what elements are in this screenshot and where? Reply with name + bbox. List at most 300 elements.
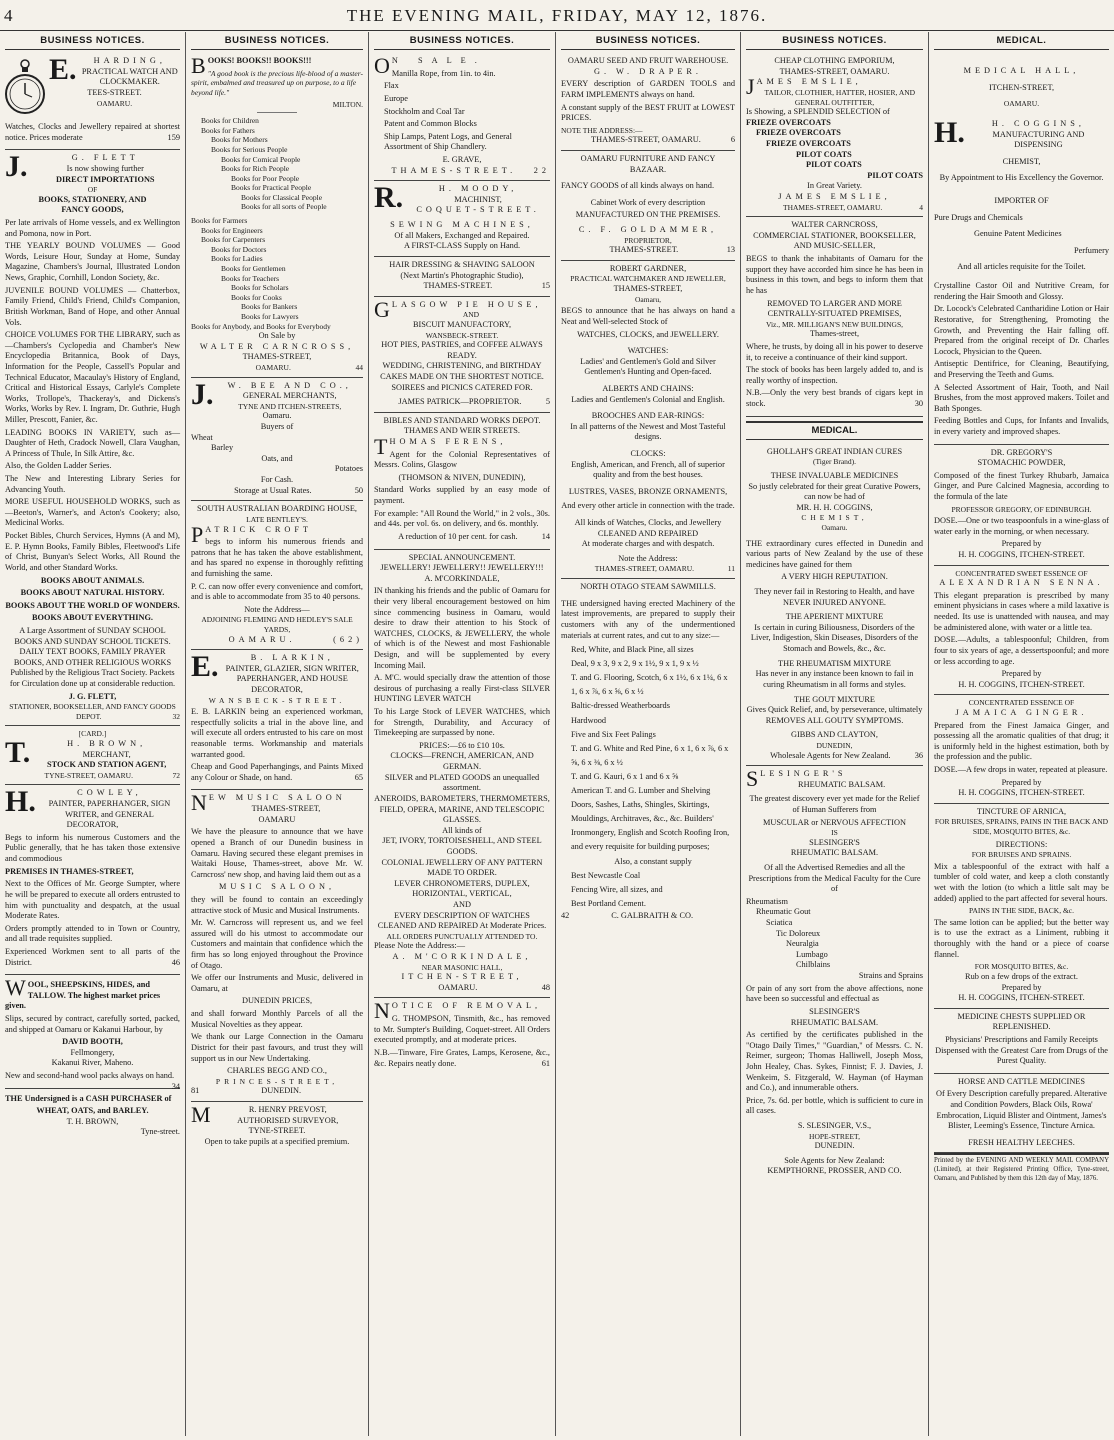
ad-body: G. THOMPSON, Tinsmith, &c., has removed to Mr. Sumpter's Building, Coquet-street. All Orders executed promptly, and at moderate prices.: [374, 1014, 550, 1045]
ad-line: Perfumery: [1073, 245, 1109, 255]
ad-signature: GIBBS AND CLAYTON,: [791, 730, 878, 740]
ad-body: BEGS to thank the inhabitants of Oamaru for the support they have accorded him since he has been in business in this town, and begs to inform them that he has: [746, 254, 923, 295]
ad-signature: H. H. COGGINS, ITCHEN-STREET.: [958, 993, 1085, 1003]
ad-draper: [561, 53, 735, 151]
list-item: Books for Lawyers: [241, 312, 299, 322]
ad-line: Oamaru,: [634, 294, 662, 304]
printer-imprint: Printed by the EVENING AND WEEKLY MAIL COMPANY (Limited), at their Registered Printing Office, Tyne-street, Oamaru, and Published by them this 12th day of May, 1876.: [934, 1153, 1109, 1183]
drop-cap: W: [5, 975, 26, 1001]
ad-line: CENTRALLY-SITUATED PREMISES,: [767, 309, 902, 319]
book-list-2: [191, 216, 363, 322]
ad-name: H. MOODY,: [438, 184, 518, 194]
ad-line: Potatoes: [334, 464, 363, 474]
ad-line: Prepared by: [1001, 777, 1042, 787]
ad-signature: T. H. BROWN,: [66, 1116, 119, 1126]
ad-body: Slips, secured by contract, carefully sorted, packed, and shipped at Oamaru or Kakanui Harbour, by: [5, 1014, 180, 1034]
ad-signature: A. M'CORKINDALE,: [392, 952, 532, 962]
ad-mcorkindale: [374, 550, 550, 999]
ad-body: Experienced Workmen sent to all parts of the District.: [5, 946, 180, 967]
ad-line: THAMES-STREET, OAMARU.: [594, 564, 694, 574]
ad-body: BEGS to announce that he has always on hand a Neat and Well-selected Stock of: [561, 306, 735, 326]
ad-heading: ALEXANDRIAN SENNA.: [939, 578, 1104, 588]
ad-line: WALTER CARNCROSS,: [199, 341, 355, 351]
ad-line: Oamaru.: [262, 411, 292, 421]
ad-signature: E. GRAVE,: [442, 155, 482, 165]
ad-body: Or pain of any sort from the above affections, none have been so successful and effectual as: [746, 983, 923, 1004]
ad-line: Sole Agents for New Zealand:: [784, 1155, 885, 1165]
ad-line: SOIREES and PICNICS CATERED FOR.: [391, 382, 533, 392]
list-item: Books for Cooks: [231, 292, 282, 302]
ad-line: PRACTICAL WATCHMAKER AND JEWELLER,: [570, 274, 726, 284]
ad-line: AND: [453, 900, 471, 909]
ad-body: The New and Interesting Library Series for Advancing Youth.: [5, 474, 180, 494]
section-heading: BUSINESS NOTICES.: [374, 32, 550, 50]
ad-heading: SPECIAL ANNOUNCEMENT.: [408, 552, 516, 562]
ad-body: DOSE.—A few drops in water, repeated at pleasure.: [934, 765, 1108, 774]
ad-name: ROBERT GARDNER,: [609, 263, 687, 273]
ad-line: WHEAT, OATS, and BARLEY.: [36, 1106, 149, 1116]
ad-line: PAINS IN THE SIDE, BACK, &c.: [968, 906, 1074, 916]
ad-line: (THOMSON & NIVEN, DUNEDIN),: [398, 472, 526, 482]
ad-signature: PROPRIETOR,: [624, 235, 672, 245]
ad-line: TYNE AND ITCHEN-STREETS,: [238, 401, 342, 411]
ad-line: CONCENTRATED SWEET ESSENCE OF: [955, 568, 1088, 578]
ad-body: Dr. Locock's Celebrated Cantharidine Lotion or Hair Restorative, for Strengthening, Promoting the Growth, and Preventing the Hair falling off. Prepared from the original receipt of Dr. Charles Locock, Physician to the Queen.: [934, 304, 1109, 356]
ad-larkin: [191, 650, 363, 790]
list-item: Europe: [384, 93, 408, 103]
ad-signature: STATIONER, BOOKSELLER, AND FANCY GOODS DEPOT.: [9, 702, 176, 721]
ad-body: Mix a tablespoonful of the extract with half a tumbler of cold water, and keep a cloth constantly wet with the lotion (to which a little salt may be added) applied to the part affected for several hours.: [934, 861, 1109, 903]
ad-body: Has never in any instance been known to fail in curing Rheumatism in all forms and styles.: [755, 669, 914, 689]
ad-body: N.B.—Tinware, Fire Grates, Lamps, Kerosene, &c., &c. Repairs neatly done.: [374, 1047, 550, 1068]
drop-cap: R.: [374, 181, 404, 215]
drop-cap: S: [746, 766, 759, 792]
ad-line: THE GOUT MIXTURE: [794, 694, 875, 704]
ad-body: Standard Works supplied by an easy mode of payment.: [374, 485, 550, 506]
ad-name: LESINGER'S: [760, 769, 847, 779]
ad-signature: PRINCES-STREET,: [215, 1076, 339, 1086]
ad-line: CLOCKS—FRENCH, AMERICAN, AND GERMAN.: [390, 751, 534, 772]
ad-line: THAMES-STREET.: [423, 281, 493, 291]
ad-number: 159: [167, 132, 180, 142]
ad-signature: OAMARU.: [438, 982, 478, 992]
list-item: PILOT COATS: [806, 160, 862, 170]
list-item: Chilblains: [796, 960, 831, 970]
ad-body: Agent for the Colonial Representatives of Messrs. Colins, Glasgow: [374, 449, 550, 470]
ad-body: So justly celebrated for their great Curative Powers, can now be had of: [748, 481, 921, 502]
ad-line: THE RHEUMATISM MIXTURE: [778, 658, 891, 668]
ad-line: Viz., MR. MILLIGAN'S NEW BUILDINGS,: [765, 319, 903, 329]
list-item: Books for Teachers: [221, 273, 280, 283]
ad-heading: GHOLLAH'S GREAT INDIAN CURES: [766, 446, 903, 456]
ad-line: Prepared by: [1001, 982, 1042, 992]
ad-on-sale: [374, 53, 550, 181]
ad-number: 30: [914, 398, 923, 408]
ad-number: 36: [914, 750, 923, 760]
ad-carncross: [746, 217, 923, 416]
ad-line: CLOCKMAKER.: [99, 77, 160, 87]
list-item: Best Newcastle Coal: [571, 870, 641, 880]
ad-line: Ladies' and Gentlemen's Gold and Silver Gentlemen's Hunting and Open-faced.: [580, 356, 716, 377]
masthead: [0, 0, 1114, 31]
ad-line: MERCHANT,: [82, 749, 131, 759]
ad-signature: C. F. GOLDAMMER,: [578, 225, 718, 235]
ad-line: PREMISES IN THAMES-STREET,: [5, 866, 134, 876]
ad-body: A Selected Assortment of Hair, Tooth, and Nail Brushes, from the most approved makers. Toilet and Bath Sponges.: [934, 382, 1109, 413]
ad-name: AMES EMSLIE,: [756, 77, 862, 87]
column-5: [740, 32, 928, 1436]
ad-heading: EW MUSIC SALOON: [208, 793, 346, 803]
ad-name: HARDING,: [93, 56, 166, 66]
ad-wool: [5, 975, 180, 1091]
ad-line: Note the Address—: [244, 604, 310, 614]
list-item: Books for Serious People: [211, 144, 288, 154]
ad-name: G. FLETT: [71, 153, 139, 163]
ad-slesinger: [746, 766, 923, 1181]
ad-number: 6: [730, 135, 735, 145]
list-item: Five and Six Feet Palings: [571, 729, 656, 739]
list-item: Neuralgia: [786, 939, 819, 949]
list-item: Books for Carpenters: [201, 235, 266, 245]
list-item: Red, White, and Black Pine, all sizes: [571, 645, 694, 655]
ad-line: In Great Variety.: [807, 181, 862, 191]
ad-body: Per late arrivals of Home vessels, and ex Wellington and Pomona, now in Port.: [5, 218, 180, 238]
ad-name: B. LARKIN,: [250, 653, 334, 663]
ad-emslie: [746, 53, 923, 217]
ad-name: A. M'CORKINDALE,: [424, 573, 500, 583]
ad-line: THAMES-STREET, OAMARU.: [591, 135, 701, 145]
ad-line: PROFESSOR GREGORY, OF EDINBURGH.: [951, 504, 1092, 514]
list-item: FRIEZE OVERCOATS: [746, 117, 831, 127]
ad-body: Prepared from the Finest Jamaica Ginger, and possessing all the aromatic qualities of that drug; it is uniformly held in the highest estimation, both by the profession and the public.: [934, 720, 1109, 762]
list-item: Sciatica: [766, 918, 793, 928]
ad-line: SLESINGER'S: [809, 1006, 860, 1016]
ad-name: HOMAS FERENS,: [389, 437, 507, 447]
ad-signature: C. GALBRAITH & CO.: [611, 910, 694, 920]
ad-line: On Sale by: [258, 331, 296, 341]
section-heading: BUSINESS NOTICES.: [5, 32, 180, 50]
ad-line: SLESINGER'S: [809, 837, 860, 847]
list-item: T. and G. Flooring, Scotch, 6 x 1½, 6 x 1¼, 6 x 1, 6 x ⅞, 6 x ⅝, 6 x ½: [571, 673, 728, 697]
ad-body: A reduction of 10 per cent. for cash.: [398, 531, 518, 541]
ad-line: For Cash.: [260, 475, 294, 485]
ad-ferens: [374, 413, 550, 550]
ad-ginger: [934, 695, 1109, 803]
ad-body: For example: "All Round the World," in 2 vols., 30s. and 44s. per vol. 6s. on delivery, and 6s. monthly.: [374, 508, 550, 529]
ad-body: Of Every Description carefully prepared. Alterative and Condition Powders, Black Oils, Rowa' Embrocation, Liquid Blister and Ointment, James's Blister, Leeming's Essence, Tincture Arnica.: [936, 1089, 1107, 1131]
ad-number: 4: [919, 202, 923, 212]
ad-gregory: [934, 445, 1109, 566]
ad-line: THE APERIENT MIXTURE: [785, 612, 884, 622]
column-1: [0, 32, 185, 1436]
list-item: Books for Rich People: [221, 164, 290, 174]
list-item: Doors, Sashes, Laths, Shingles, Skirtings, Mouldings, Architraves, &c., &c. Builders' Ironmongery, English and Scotch Roofing Iron, and every requisite for building purposes;: [571, 800, 730, 852]
ad-line: REMOVES ALL GOUTY SYMPTOMS.: [765, 715, 904, 725]
ad-line: OAMARU.: [96, 98, 133, 108]
ad-arnica: [934, 804, 1109, 1009]
ad-line: RHEUMATIC BALSAM.: [790, 1017, 879, 1027]
ad-line: TEES-STREET.: [87, 87, 142, 97]
ad-number: 48: [541, 982, 550, 992]
list-item: Books for Children: [201, 116, 259, 126]
list-item: Books for Poor People: [231, 173, 300, 183]
list-item: Manilla Rope, from 1in. to 4in.: [391, 68, 496, 78]
ad-line: A FIRST-CLASS Supply on Hand.: [403, 241, 521, 251]
ad-line: THAMES-STREET,: [242, 352, 312, 362]
section-heading: BUSINESS NOTICES.: [746, 32, 923, 50]
ad-moody: [374, 181, 550, 257]
ad-line: MACHINIST,: [454, 194, 502, 204]
ad-body: Next to the Offices of Mr. George Sumpter, where he will be prepared to execute all orders entrusted to him with punctuality and despatch, at the usual Moderate Rates.: [5, 879, 180, 921]
column-3: [368, 32, 555, 1436]
list-item: Flax: [384, 81, 399, 91]
ad-line: FANCY GOODS,: [61, 205, 124, 215]
pocket-watch-icon: [5, 58, 45, 120]
ad-line: At moderate charges and with despatch.: [581, 539, 715, 549]
ad-body: Pocket Bibles, Church Services, Hymns (A and M), E. P. Hymn Books, Family Bibles, Fleetwood's Life of Christ, Bunyan's Select Works, All Round the World, and other Standard Works.: [5, 531, 180, 572]
ad-heading: OOKS! BOOKS!! BOOKS!!!: [207, 56, 312, 66]
ad-hair-saloon: [374, 257, 550, 297]
list-item: American T. and G. Lumber and Shelving: [571, 786, 711, 796]
ad-line: TYNE-STREET.: [248, 1126, 306, 1136]
ad-body: Composed of the finest Turkey Rhubarb, Jamaica Ginger, and Pure Calcined Magnesia, according to the formula of the late: [934, 470, 1109, 502]
ad-line: Is now showing further: [66, 163, 144, 173]
ad-heading: R. HENRY PREVOST,: [248, 1104, 327, 1114]
drop-cap: E.: [49, 53, 77, 87]
ad-line: ALBERTS AND CHAINS:: [602, 383, 694, 393]
ad-line: BOOKS ABOUT ANIMALS.: [40, 575, 145, 585]
list-item: PILOT COATS: [867, 170, 923, 180]
ad-line: CHEMIST,: [801, 513, 868, 523]
ad-number: 34: [171, 1081, 180, 1091]
ad-body: We thank our Large Connection in the Oamaru District for their past favours, and trust they will support us in our New Undertaking.: [191, 1032, 363, 1063]
list-item: Books for Mothers: [211, 135, 268, 145]
list-item: Books for Engineers: [201, 225, 263, 235]
ad-number: 72: [172, 770, 180, 780]
ad-boarding-house: [191, 501, 363, 650]
ad-body: THE extraordinary cures effected in Dunedin and various parts of New Zealand by the use of these medicines have gained for them: [746, 538, 923, 569]
ad-line: IMPORTER OF: [994, 196, 1049, 206]
ad-number: 44: [355, 363, 363, 373]
ad-line: ITCHEN-STREET,: [988, 82, 1055, 92]
ad-line: AND: [462, 310, 480, 320]
ad-name: ATRICK CROFT: [205, 524, 313, 534]
ad-body: THE undersigned having erected Machinery of the latest improvements, are prepared to supply their customers with any of the undermentioned materials at current rates, and cut to any size:—: [561, 598, 735, 640]
ad-body: Watches, Clocks and Jewellery repaired at shortest notice. Prices moderate: [5, 122, 180, 142]
ad-line: Ladies and Gentlemen's Colonial and English.: [571, 394, 725, 404]
ad-heading: N SALE.: [391, 56, 486, 66]
list-item: Best Portland Cement.: [571, 898, 646, 908]
ad-line: By Appointment to His Excellency the Governor.: [939, 173, 1104, 183]
ad-body: A constant supply of the BEST FRUIT at LOWEST PRICES.: [561, 102, 735, 123]
ad-heading: HORSE AND CATTLE MEDICINES: [958, 1076, 1085, 1086]
ad-line: CONCENTRATED ESSENCE OF: [968, 698, 1075, 708]
ad-signature: Wholesale Agents for New Zealand.: [770, 750, 891, 760]
ad-body: The greatest discovery ever yet made for the Relief of Human Sufferers from: [749, 794, 920, 814]
ad-line: PRACTICAL WATCH AND: [81, 66, 178, 76]
ad-line: Open to take pupils at a specified premium.: [204, 1136, 350, 1146]
list-item: Rheumatic Gout: [756, 907, 811, 917]
drop-cap: J.: [5, 150, 28, 184]
list-item: Books for all sorts of People: [241, 202, 327, 212]
ad-line: SEWING MACHINES,: [390, 220, 534, 230]
list-item: Baltic-dressed Weatherboards: [571, 701, 670, 711]
ad-line: NOTE THE ADDRESS:—: [561, 125, 643, 135]
ad-heading: STOMACHIC POWDER,: [977, 458, 1066, 468]
ad-heading: TINCTURE OF ARNICA,: [976, 806, 1067, 816]
ad-line: ADJOINING FLEMING AND HEDLEY'S SALE YARDS,: [201, 615, 353, 634]
ad-heading: MEDICAL HALL,: [963, 66, 1080, 76]
ad-body: they will be found to contain an exceedingly attractive stock of Music and Musical Instruments.: [191, 894, 363, 915]
ad-signature: CHARLES BEGG AND CO.,: [227, 1066, 327, 1076]
ad-line: Barley: [211, 443, 234, 453]
ad-signature: NEAR MASONIC HALL,: [421, 962, 503, 972]
ad-body: This elegant preparation is prescribed by many eminent physicians in cases where a mild laxative is needed. Its use is unattended with nausea, and may be administered alone, with water or a little tea.: [934, 590, 1109, 632]
drop-cap: T.: [5, 736, 31, 769]
ad-line: Thames-street,: [809, 329, 860, 339]
list-item: Books for Farmers: [191, 216, 248, 226]
ad-body: DOSE.—One or two teaspoonfuls in a wine-glass of water early in the morning, or when necessary.: [934, 516, 1109, 536]
ad-signature: HOPE-STREET,: [809, 1131, 860, 1141]
ad-line: OAMARU: [258, 814, 296, 824]
ad-body: A Large Assortment of SUNDAY SCHOOL BOOKS AND SUNDAY SCHOOL TICKETS. DAILY TEXT BOOKS, FAMILY PRAYER BOOKS, AND OTHER RELIGIOUS WORKS Published by the Religious Tract Society. Packets for Circulation done up at considerable reduction.: [9, 625, 176, 688]
ad-line: Genuine Patent Medicines: [974, 229, 1062, 239]
ad-body: EVERY description of GARDEN TOOLS and FARM IMPLEMENTS always on hand.: [561, 79, 735, 99]
ad-body: Also, the Golden Ladder Series.: [5, 461, 112, 471]
drop-cap: P: [191, 521, 204, 547]
column-2: [185, 32, 368, 1436]
list-item: Books for Ladies: [211, 254, 263, 264]
ad-line: FOR BRUISES AND SPRAINS.: [971, 850, 1072, 860]
ad-body: We offer our Instruments and Music, delivered in Oamaru, at: [191, 973, 363, 993]
section-heading: MEDICAL.: [746, 421, 923, 440]
list-item: FRIEZE OVERCOATS: [766, 139, 851, 148]
section-heading: BUSINESS NOTICES.: [191, 32, 363, 50]
ad-line: And all articles requisite for the Toilet.: [957, 262, 1086, 272]
ad-body: MORE USEFUL HOUSEHOLD WORKS, such as—Beeton's, Warner's, and Acton's Cookery; also, Medicinal Works.: [5, 497, 180, 528]
list-item: Books for Fathers: [201, 125, 255, 135]
ad-line: BOOKS ABOUT THE WORLD OF WONDERS.: [5, 600, 180, 610]
list-item: Patent and Common Blocks: [384, 119, 477, 129]
ad-heading: OAMARU FURNITURE AND FANCY: [580, 154, 716, 164]
drop-cap: M: [191, 1101, 211, 1127]
ad-line: COLONIAL JEWELLERY OF ANY PATTERN MADE TO ORDER.: [381, 857, 543, 878]
ad-line: WANSBECK-STREET.: [208, 695, 346, 705]
ad-body: Mr. W. Carncross will represent us, and we feel assured will do his utmost to accommodate our Customers and maintain that confidence which the firm has so long enjoyed throughout the Province of Otago.: [191, 918, 363, 970]
ad-line: RHEUMATIC BALSAM.: [790, 848, 879, 858]
ad-line: PAPERHANGER, AND HOUSE: [236, 674, 348, 684]
ad-line: Of all Makers, Exchanged and Repaired.: [394, 230, 530, 240]
ad-line: In all patterns of the Newest and Most Tasteful designs.: [570, 421, 726, 442]
ad-heading: NORTH OTAGO STEAM SAWMILLS.: [580, 582, 716, 592]
drop-cap: B: [191, 53, 206, 79]
ad-number: 15: [541, 281, 550, 291]
ad-line: THAMES-STREET,: [613, 284, 683, 294]
list-item: FRIEZE OVERCOATS: [756, 128, 841, 138]
ad-line: MANUFACTURING AND DISPENSING: [992, 129, 1085, 150]
column-6: [928, 32, 1114, 1436]
ad-signature: DUNEDIN.: [814, 1141, 855, 1151]
ad-line: Oats, and: [261, 453, 293, 463]
ad-line: DIRECTIONS:: [995, 839, 1048, 849]
ad-flett: [5, 150, 180, 726]
list-item: Books for Anybody, and Books for Everybody: [191, 321, 331, 331]
ad-line: LEVER CHRONOMETERS, DUPLEX, HORIZONTAL, VERTICAL,: [394, 878, 530, 899]
ad-signature: JAMES PATRICK—PROPRIETOR.: [398, 397, 522, 407]
ad-signature: DAVID BOOTH,: [62, 1037, 123, 1047]
ad-line: DECORATOR,: [251, 685, 303, 695]
list-item: Books for Gentlemen: [221, 264, 286, 274]
ad-line: BROOCHES AND EAR-RINGS:: [591, 411, 705, 421]
ad-number: 42: [561, 910, 570, 920]
ad-line: COQUET-STREET.: [416, 205, 540, 215]
ad-line: JET, IVORY, TORTOISESHELL, AND STEEL GOODS.: [382, 836, 542, 856]
ad-medical-hall: [934, 53, 1109, 444]
list-item: Books for Practical People: [231, 183, 312, 193]
ad-number: 14: [541, 531, 550, 541]
ad-line: COMMERCIAL STATIONER, BOOKSELLER, AND MUSIC-SELLER,: [753, 230, 916, 251]
ad-number: 46: [171, 957, 180, 967]
ad-body: Crystalline Castor Oil and Nutritive Cream, for rendering the Hair Smooth and Glossy.: [934, 281, 1109, 301]
ad-line: And every other article in connection with the trade.: [561, 501, 735, 511]
section-heading: BUSINESS NOTICES.: [561, 32, 735, 50]
ad-line: DECORATOR,: [66, 820, 119, 830]
ad-signature: H. H. COGGINS, ITCHEN-STREET.: [958, 679, 1085, 689]
ad-line: Prepared by: [1001, 669, 1042, 679]
ad-line: JEWELLERY! JEWELLERY!! JEWELLERY!!!: [380, 563, 544, 573]
list-item: Lumbago: [796, 949, 828, 959]
ad-body: As certified by the certificates published in the "Otago Daily Times," "Guardian," of Messrs. C. N. Reimer, surgeon; Thomas Halliwell, Joseph Moss, John Healey, Chas. Sykes, Finnist; F. J. Davies, J. Wenkeim, S. Fitzgerald, W. Hayman (of Hayman and Co.), and innumerable others.: [746, 1030, 923, 1093]
drop-cap: T: [374, 434, 388, 460]
ad-line: WATCHES:: [627, 346, 669, 356]
ad-line: MR. H. H. COGGINS,: [796, 502, 873, 512]
ad-line: CLOCKS:: [630, 448, 666, 458]
ad-name: W. BEE AND CO.,: [227, 380, 352, 390]
ad-line: THAMES-STREET, OAMARU.: [779, 66, 890, 76]
ad-name: H. BROWN,: [67, 739, 147, 748]
ad-heading: DR. GREGORY'S: [990, 447, 1053, 457]
ad-removal: [374, 998, 550, 1075]
ad-body: Physicians' Prescriptions and Family Receipts Dispensed with the Greatest Care from Drugs of the Purest Quality.: [935, 1034, 1108, 1066]
ad-number: 32: [172, 711, 180, 721]
ad-line: LUSTRES, VASES, BRONZE ORNAMENTS,: [568, 486, 728, 496]
ad-signature: THAMES-STREET.: [609, 245, 679, 255]
book-list-1: [191, 116, 363, 212]
ad-heading: CHEAP CLOTHING EMPORIUM,: [774, 56, 895, 66]
ad-horse-medicines: [934, 1074, 1109, 1154]
ad-signature: Tyne-street.: [140, 1127, 180, 1137]
ad-line: WEDDING, CHRISTENING, and BIRTHDAY CAKES MADE ON THE SHORTEST NOTICE.: [380, 361, 544, 381]
ad-heading: OTICE OF REMOVAL,: [391, 1001, 542, 1011]
ad-line: All kinds of: [442, 825, 482, 835]
ad-signature: Fellmongery,: [70, 1047, 115, 1057]
ad-body: Antiseptic Dentifrice, for Cleaning, Beautifying, and Preserving the Teeth and Gums.: [934, 359, 1109, 379]
ad-body: New and second-hand wool packs always on hand.: [5, 1071, 175, 1081]
ad-line: REMOVED TO LARGER AND MORE: [767, 298, 902, 308]
ad-line: TYNE-STREET, OAMARU.: [44, 770, 133, 780]
ad-quote-author: MILTON.: [332, 99, 363, 109]
ad-line: MUSIC SALOON,: [218, 882, 336, 892]
drop-cap: H.: [934, 115, 965, 149]
ad-medicine-chests: [934, 1009, 1109, 1074]
ad-line: All kinds of Watches, Clocks, and Jewellery CLEANED AND REPAIRED: [574, 518, 722, 538]
ad-line: Note the Address:: [618, 553, 678, 563]
ad-body: DOSE.—Adults, a tablespoonful; Children, from four to six years of age, a dessertspoonful; and more or less according to age.: [934, 635, 1109, 666]
ad-line: HOT PIES, PASTRIES, and COFFEE ALWAYS READY.: [381, 340, 543, 360]
ad-body: Cabinet Work of every description: [590, 197, 706, 207]
list-item: Also, a constant supply: [614, 856, 692, 866]
ad-line: Wheat: [191, 432, 213, 442]
